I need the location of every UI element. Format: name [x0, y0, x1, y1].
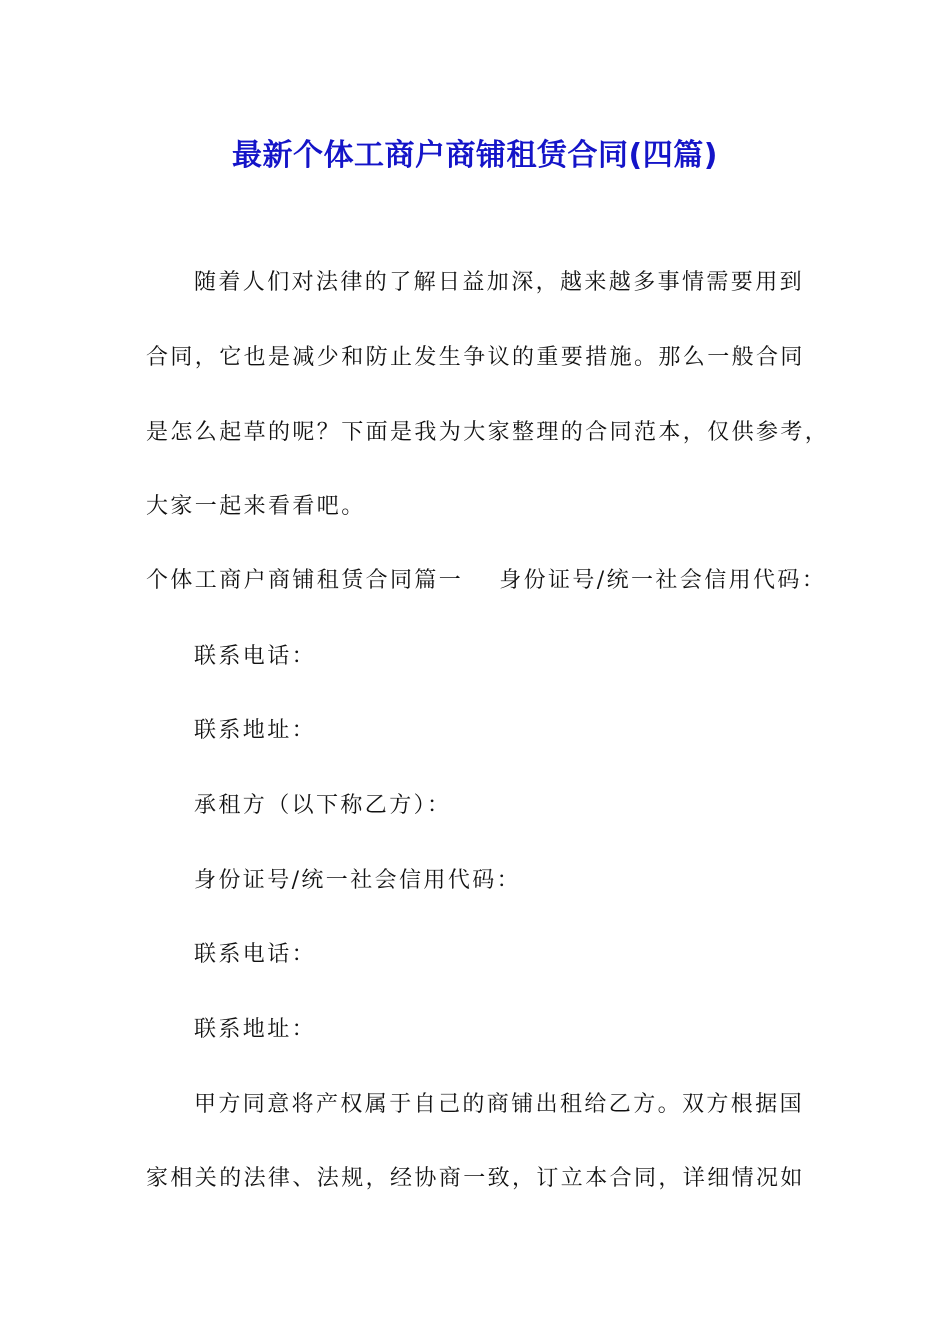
field-lessee: 承租方（以下称乙方）：: [194, 793, 452, 818]
field-phone-lessor: 联系电话：: [194, 644, 317, 669]
field-id-lessee: 身份证号/统一社会信用代码：: [194, 868, 522, 893]
body-line-2: 家相关的法律、法规，经协商一致，订立本合同，详细情况如: [146, 1166, 805, 1191]
intro-line-3: 是怎么起草的呢？下面是我为大家整理的合同范本，仅供参考，: [146, 420, 830, 445]
section-heading-id-field: 身份证号/统一社会信用代码：: [499, 568, 827, 593]
field-address-lessor: 联系地址：: [194, 718, 317, 743]
section-heading: 个体工商户商铺租赁合同篇一: [146, 568, 464, 593]
intro-line-2: 合同，它也是减少和防止发生争议的重要措施。那么一般合同: [146, 345, 805, 370]
section-heading-row: [146, 568, 826, 594]
body-line-1: 甲方同意将产权属于自己的商铺出租给乙方。双方根据国: [194, 1092, 805, 1117]
intro-line-4: 大家一起来看看吧。: [146, 494, 366, 519]
document-title: 最新个体工商户商铺租赁合同(四篇): [232, 138, 718, 173]
field-phone-lessee: 联系电话：: [194, 942, 317, 967]
intro-line-1: 随着人们对法律的了解日益加深，越来越多事情需要用到: [194, 270, 805, 295]
field-address-lessee: 联系地址：: [194, 1017, 317, 1042]
